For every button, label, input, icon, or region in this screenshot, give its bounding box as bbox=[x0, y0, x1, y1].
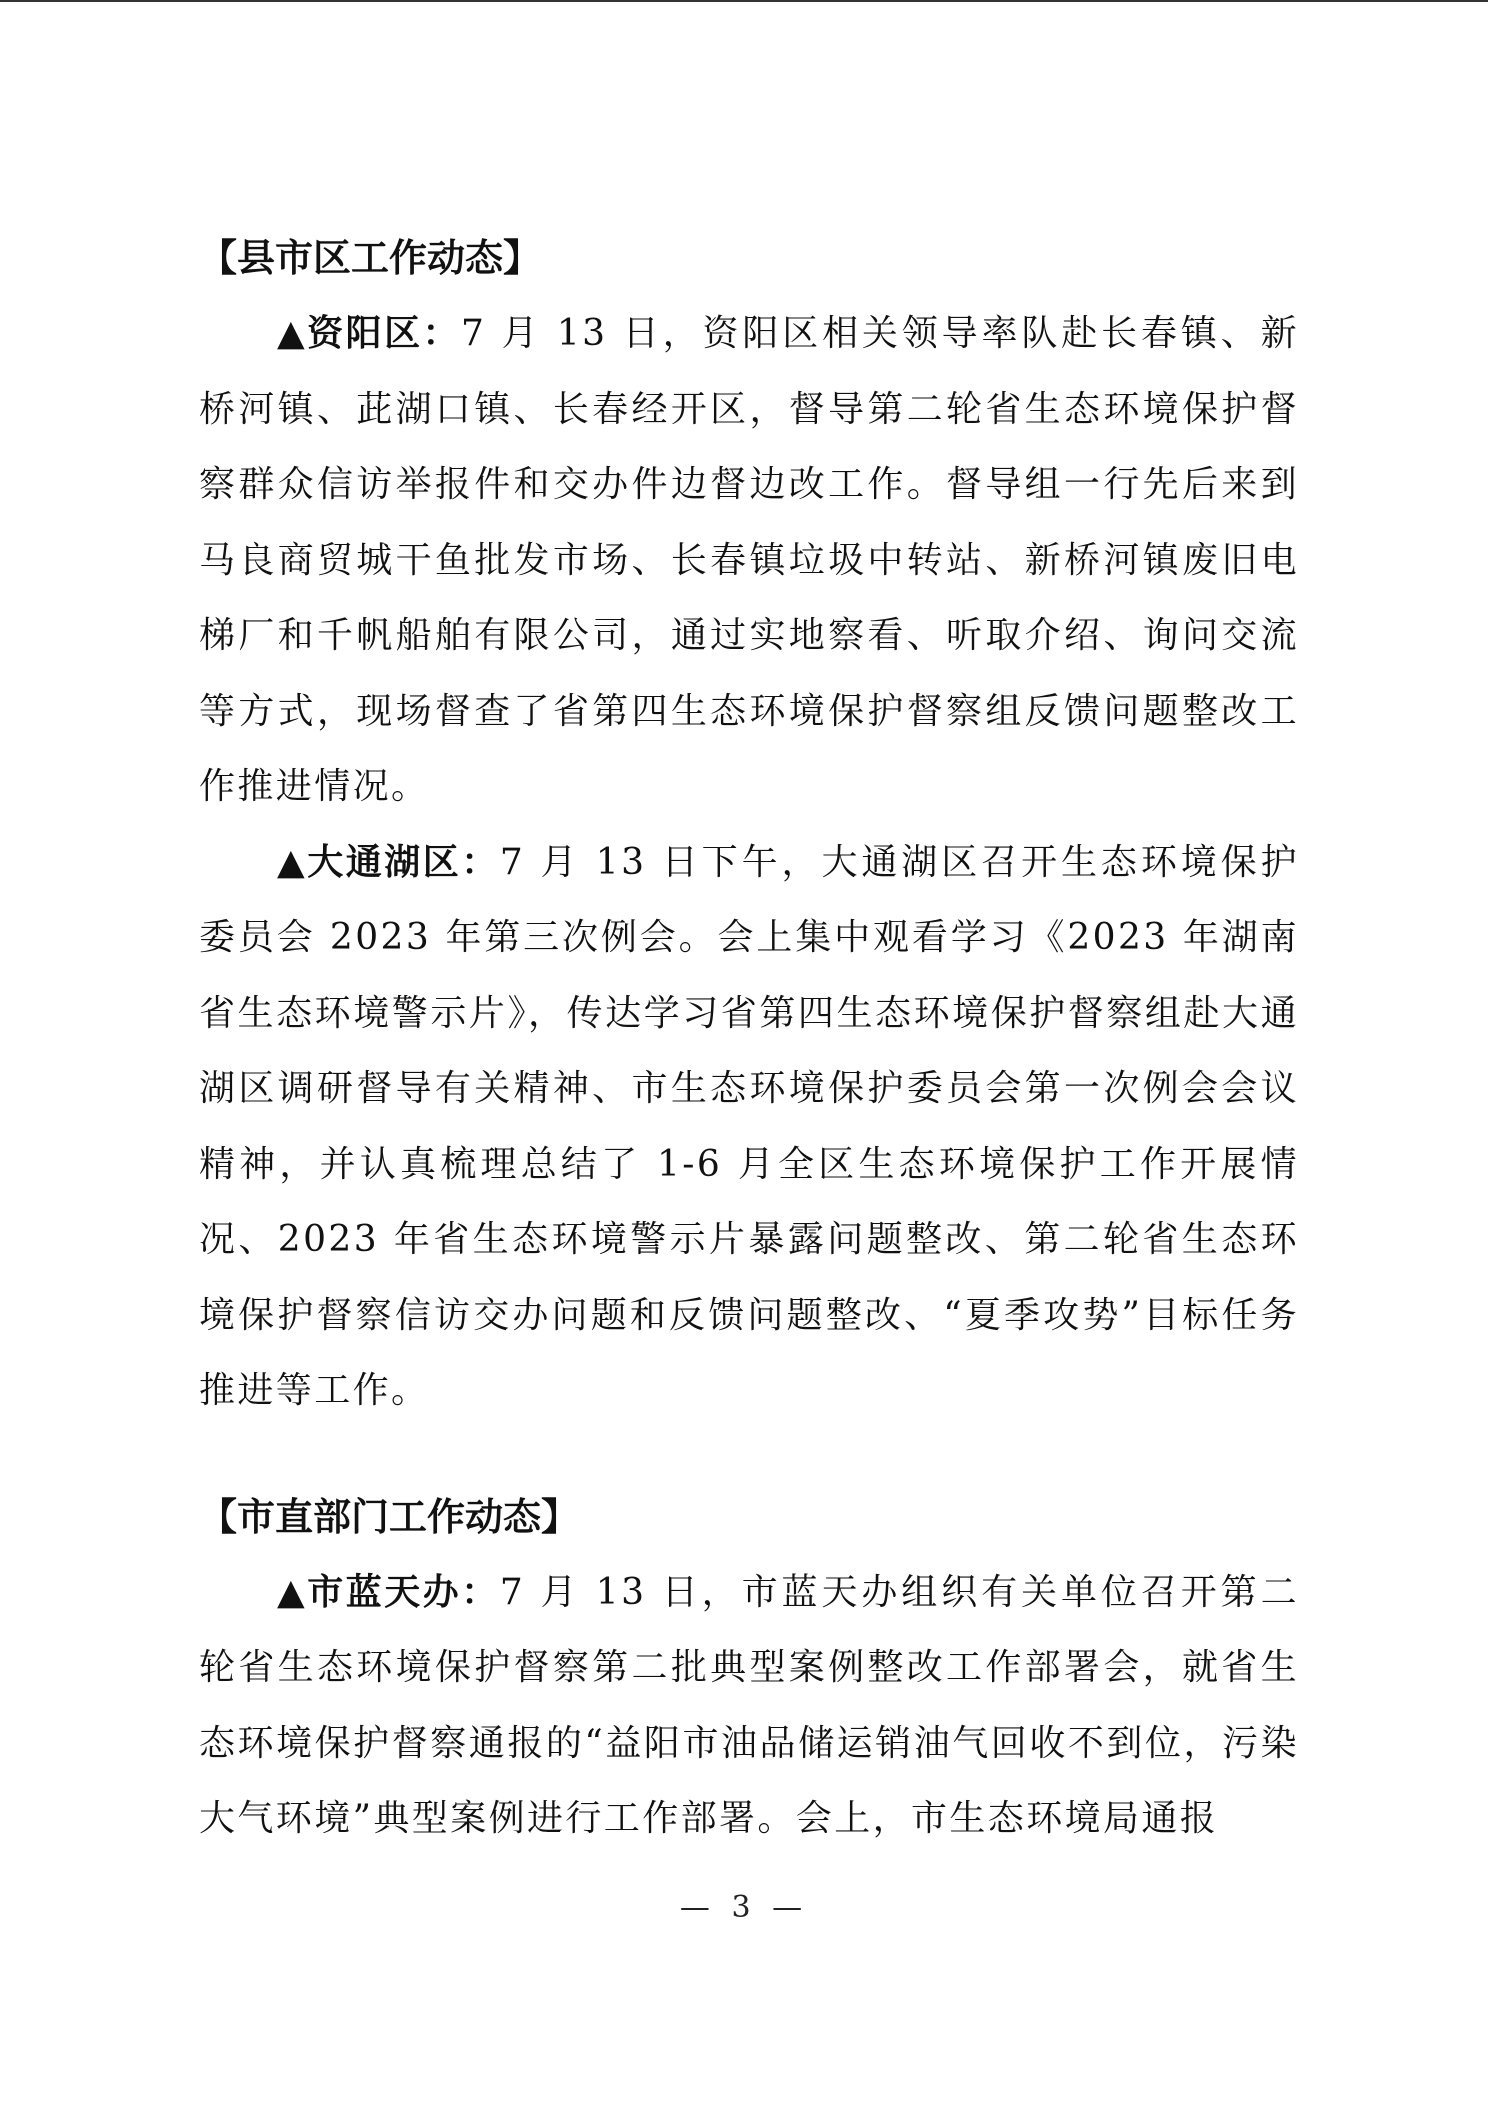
item-text-blue-sky-office: 7 月 13 日，市蓝天办组织有关单位召开第二轮省生态环境保护督察第二批典型案例整改工作部署会，就省生态环境保护督察通报的“益阳市油品储运销油气回收不到位，污染大气环境”典型案例进行工作部署。会上，市生态环境局通报 bbox=[199, 1571, 1299, 1839]
news-item-blue-sky-office bbox=[199, 1555, 1299, 1857]
item-text-datonghu: 7 月 13 日下午，大通湖区召开生态环境保护委员会 2023 年第三次例会。会上集中观看学习《2023 年湖南省生态环境警示片》，传达学习省第四生态环境保护督察组赴大通湖区调研督导有关精神、市生态环境保护委员会第一次例会会议精神，并认真梳理总结了 1-6 月全区生态环境保护工作开展情况、2023 年省生态环境警示片暴露问题整改、第二轮省生态环境保护督察信访交办问题和反馈问题整改、“夏季攻势”目标任务推进等工作。 bbox=[199, 841, 1299, 1411]
item-lead-datonghu: ▲大通湖区： bbox=[277, 841, 500, 883]
news-item-datonghu bbox=[199, 825, 1299, 1429]
section-heading-county-news: 【县市区工作动态】 bbox=[199, 236, 542, 280]
section-heading-department-news: 【市直部门工作动态】 bbox=[199, 1494, 580, 1539]
item-text-ziyang: 7 月 13 日，资阳区相关领导率队赴长春镇、新桥河镇、茈湖口镇、长春经开区，督导第二轮省生态环境保护督察群众信访举报件和交办件边督边改工作。督导组一行先后来到马良商贸城干鱼批发市场、长春镇垃圾中转站、新桥河镇废旧电梯厂和千帆船舶有限公司，通过实地察看、听取介绍、询问交流等方式，现场督查了省第四生态环境保护督察组反馈问题整改工作推进情况。 bbox=[199, 313, 1299, 807]
page-top-border bbox=[0, 0, 1488, 2]
item-lead-blue-sky-office: ▲市蓝天办： bbox=[277, 1571, 500, 1613]
news-item-ziyang bbox=[199, 296, 1299, 825]
document-body bbox=[199, 220, 1299, 1857]
section-spacer bbox=[199, 1429, 1299, 1479]
item-lead-ziyang: ▲资阳区： bbox=[277, 313, 462, 354]
page-number: — 3 — bbox=[679, 1890, 809, 1925]
